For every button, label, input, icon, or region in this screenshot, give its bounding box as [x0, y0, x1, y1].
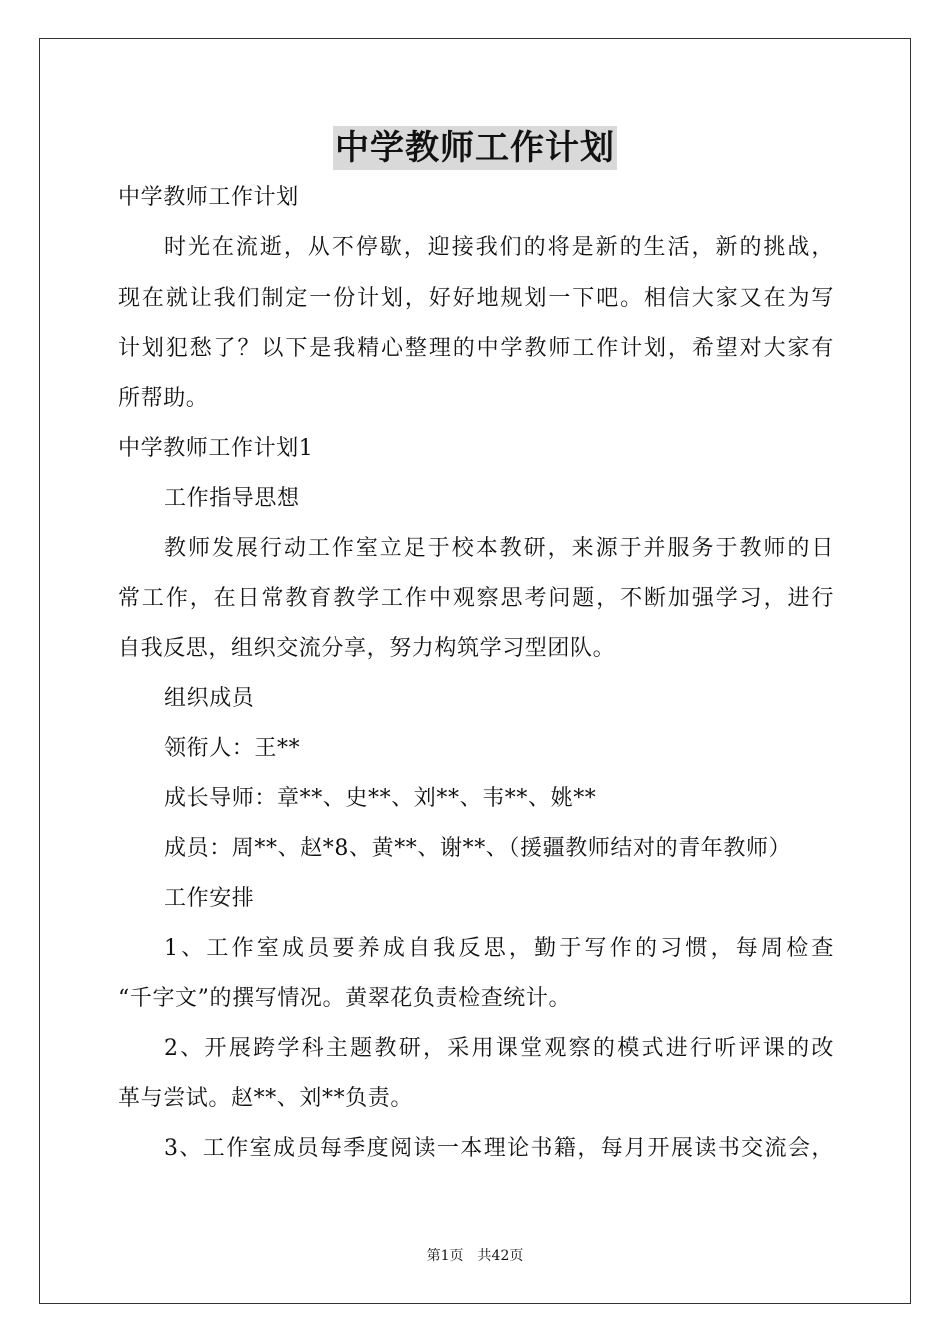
body-line: 成长导师：章**、史**、刘**、韦**、姚**	[164, 786, 597, 811]
body-line: 成员：周**、赵*8、黄**、谢**、（援疆教师结对的青年教师）	[164, 836, 792, 861]
document-title: 中学教师工作计划	[335, 128, 615, 168]
subsection-heading: 工作安排	[164, 886, 255, 911]
body-line: 现在就让我们制定一份计划，好好地规划一下吧。相信大家又在为写	[118, 286, 834, 311]
page-border	[39, 38, 911, 1304]
body-line: 所帮助。	[118, 386, 209, 411]
body-line: 革与尝试。赵**、刘**负责。	[118, 1086, 414, 1111]
body-line: 计划犯愁了？以下是我精心整理的中学教师工作计划，希望对大家有	[118, 336, 834, 361]
body-line: “千字文”的撰写情况。黄翠花负责检查统计。	[118, 986, 572, 1011]
body-line: 教师发展行动工作室立足于校本教研，来源于并服务于教师的日	[164, 536, 834, 561]
body-line: 领衔人：王**	[164, 736, 301, 761]
body-line: 自我反思，组织交流分享，努力构筑学习型团队。	[118, 636, 616, 661]
body-line: 3、工作室成员每季度阅读一本理论书籍，每月开展读书交流会，	[164, 1136, 834, 1161]
body-line: 2、开展跨学科主题教研，采用课堂观察的模式进行听评课的改	[164, 1036, 834, 1061]
page-number-footer: 第1页 共42页	[426, 1248, 524, 1264]
title-area	[0, 126, 950, 170]
body-line: 1、工作室成员要养成自我反思，勤于写作的习惯，每周检查	[164, 936, 834, 961]
subsection-heading: 组织成员	[164, 686, 255, 711]
body-line: 常工作，在日常教育教学工作中观察思考问题，不断加强学习，进行	[118, 586, 834, 611]
body-line: 时光在流逝，从不停歇，迎接我们的将是新的生活，新的挑战，	[164, 235, 834, 260]
section-heading: 中学教师工作计划1	[118, 436, 314, 461]
subtitle-line: 中学教师工作计划	[118, 185, 299, 210]
subsection-heading: 工作指导思想	[164, 486, 300, 511]
